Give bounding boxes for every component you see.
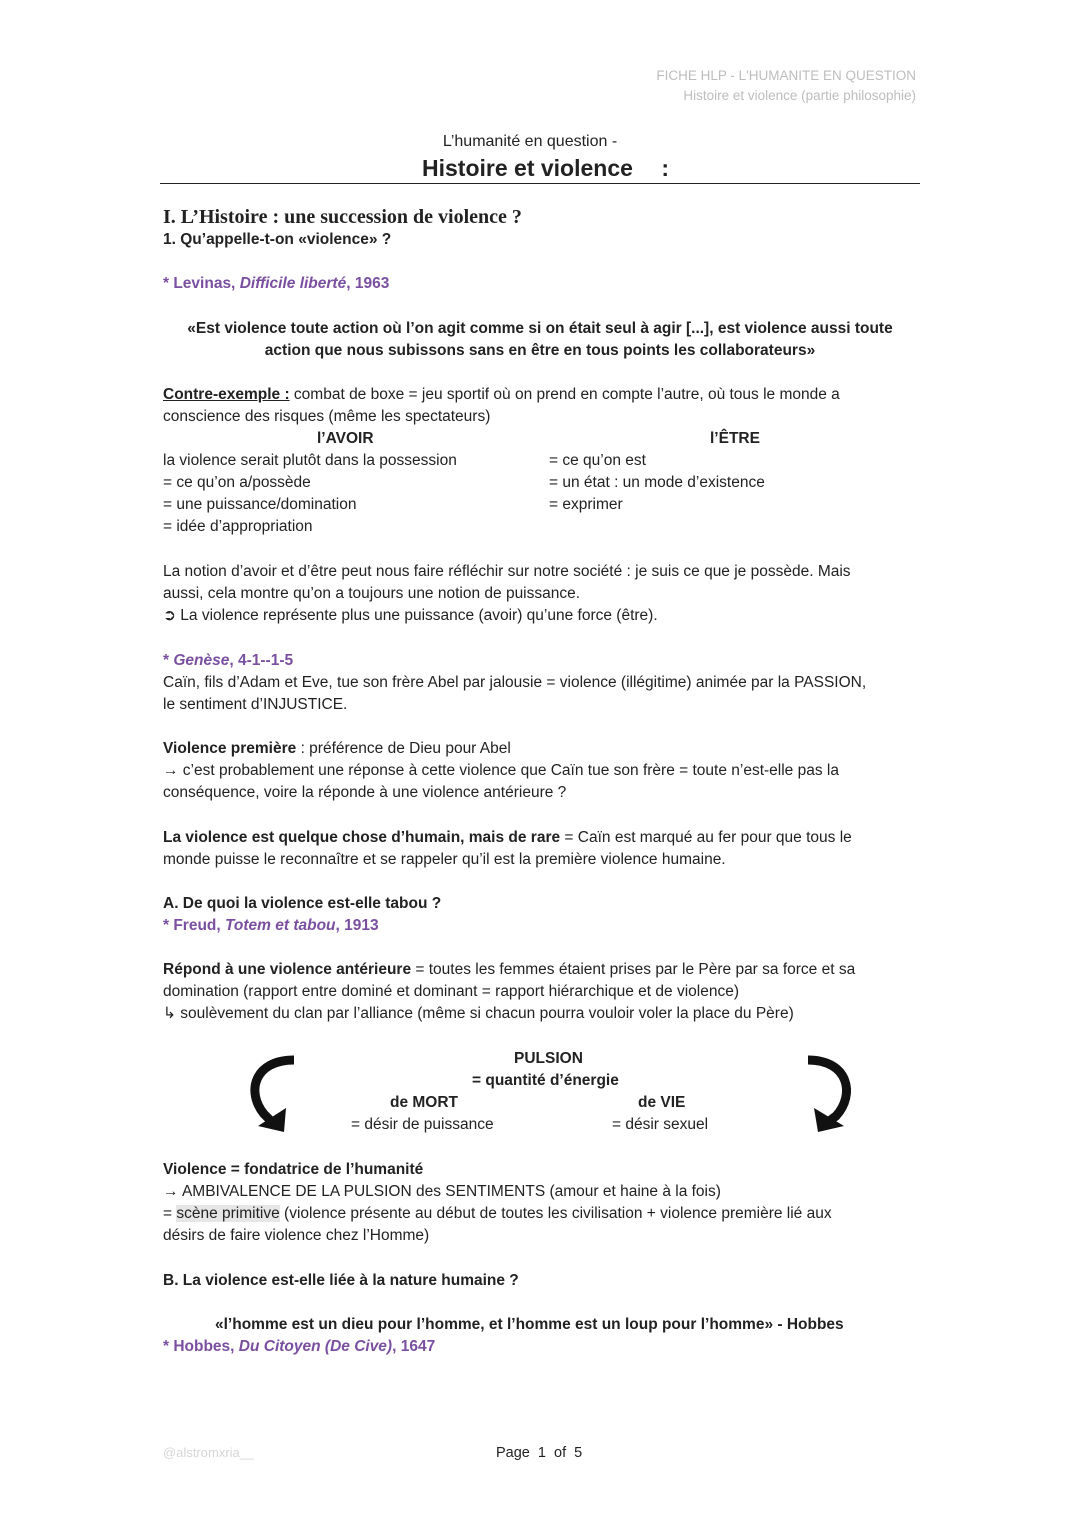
- contre-exemple-label: Contre-exemple :: [163, 386, 290, 403]
- section-title: I. L’Histoire : une succession de violence ?: [163, 206, 522, 228]
- page-label: Page: [496, 1445, 530, 1461]
- avoir-item: = une puissance/domination: [163, 496, 357, 513]
- curved-arrow-left-icon: [244, 1052, 300, 1134]
- title-subtitle: L’humanité en question -: [442, 133, 618, 150]
- subsection-1: 1. Qu’appelle-t-on «violence» ?: [163, 231, 392, 248]
- ref-genese-book: Genèse: [173, 652, 230, 669]
- fondatrice-label: Violence = fondatrice de l’humanité: [163, 1161, 424, 1178]
- humain-rare-2: monde puisse le reconnaître et se rappeler qu’il est la première violence humaine.: [163, 851, 726, 868]
- quote-levinas-2: action que nous subissons sans en être en tous points les collaborateurs»: [264, 342, 816, 359]
- corner-arrow-icon: ↳: [163, 1005, 176, 1022]
- ref-hobbes-year: , 1647: [392, 1338, 436, 1355]
- mort-text: = désir de puissance: [351, 1116, 494, 1133]
- repond-label: Répond à une violence antérieure: [163, 961, 412, 978]
- watermark: @alstromxria__: [163, 1445, 255, 1460]
- fondatrice-3: [163, 1203, 832, 1225]
- pulsion-title: PULSION: [514, 1050, 583, 1067]
- quote-hobbes: «l’homme est un dieu pour l’homme, et l’homme est un loup pour l’homme» - Hobbes: [215, 1316, 844, 1333]
- avoir-item: = ce qu’on a/possède: [163, 474, 311, 491]
- repond: [163, 959, 855, 981]
- fondatrice-4: désirs de faire violence chez l’Homme): [163, 1227, 430, 1244]
- repond-3: [163, 1003, 794, 1025]
- ref-levinas-book: Difficile liberté: [239, 275, 347, 292]
- page-title-colon: :: [661, 155, 669, 181]
- genese-line-2: le sentiment d’INJUSTICE.: [163, 696, 348, 713]
- header-line-2: Histoire et violence (partie philosophie): [683, 88, 916, 103]
- repond-2: domination (rapport entre dominé et dominant = rapport hiérarchique et de violence): [163, 983, 739, 1000]
- violence-premiere-text: : préférence de Dieu pour Abel: [296, 740, 511, 757]
- ref-genese: [163, 650, 293, 672]
- fondatrice-2: → AMBIVALENCE DE LA PULSION des SENTIMENTS (amour et haine à la fois): [163, 1183, 721, 1200]
- ref-hobbes-prefix: * Hobbes,: [163, 1338, 239, 1355]
- contre-exemple-2: conscience des risques (même les spectateurs): [163, 408, 491, 425]
- notion-line-1: La notion d’avoir et d’être peut nous faire réfléchir sur notre société : je suis ce que je possède. Mais: [163, 563, 851, 580]
- pulsion-sub: = quantité d’énergie: [472, 1072, 619, 1089]
- avoir-item: la violence serait plutôt dans la possession: [163, 452, 457, 469]
- notion-line-2: aussi, cela montre qu’on a toujours une notion de puissance.: [163, 585, 581, 602]
- ref-levinas: [163, 273, 389, 295]
- vie-text: = désir sexuel: [612, 1116, 709, 1133]
- contre-exemple-text: combat de boxe = jeu sportif où on prend en compte l’autre, où tous le monde a: [289, 386, 840, 403]
- repond-3-text: soulèvement du clan par l’alliance (même si chacun pourra vouloir voler la place du Père): [176, 1005, 794, 1022]
- curved-arrow-right-icon: [800, 1052, 860, 1134]
- violence-premiere-label: Violence première: [163, 740, 297, 757]
- fondatrice-3-post: (violence présente au début de toutes les civilisation + violence première lié aux: [279, 1205, 832, 1222]
- ref-levinas-prefix: * Levinas,: [163, 275, 240, 292]
- notion-line-3: [163, 605, 658, 627]
- ref-freud: [163, 915, 379, 937]
- page-title-text: Histoire et violence: [422, 155, 633, 181]
- avoir-heading: l’AVOIR: [317, 430, 374, 447]
- vie-heading: de VIE: [638, 1094, 686, 1111]
- page-current: 1: [537, 1445, 546, 1461]
- ref-levinas-year: , 1963: [346, 275, 390, 292]
- quote-levinas-1: «Est violence toute action où l’on agit comme si on était seul à agir [...], est violence aussi toute: [187, 320, 893, 337]
- repond-text: = toutes les femmes étaient prises par le Père par sa force et sa: [411, 961, 856, 978]
- humain-rare-label: La violence est quelque chose d’humain, mais de rare: [163, 829, 561, 846]
- title-rule: [160, 183, 920, 184]
- ref-genese-rest: , 4-1--1-5: [229, 652, 294, 669]
- arrow-icon: ➲: [163, 607, 176, 624]
- etre-item: = un état : un mode d’existence: [549, 474, 765, 491]
- ref-freud-year: , 1913: [335, 917, 379, 934]
- subsection-A: A. De quoi la violence est-elle tabou ?: [163, 895, 442, 912]
- etre-item: = ce qu’on est: [549, 452, 646, 469]
- fondatrice-3-pre: =: [163, 1205, 177, 1222]
- mort-heading: de MORT: [390, 1094, 459, 1111]
- notion-conclusion: La violence représente plus une puissance (avoir) qu’une force (être).: [176, 607, 658, 624]
- doc-header: [656, 66, 916, 106]
- contre-exemple: [163, 384, 840, 406]
- ref-freud-prefix: * Freud,: [163, 917, 226, 934]
- page-of: of: [554, 1445, 567, 1461]
- ref-hobbes-book: Du Citoyen (De Cive): [238, 1338, 393, 1355]
- violence-premiere-2: → c’est probablement une réponse à cette violence que Caïn tue son frère = toute n’est-elle pas la: [163, 762, 839, 779]
- humain-rare: [163, 827, 852, 849]
- violence-premiere-3: conséquence, voire la réponde à une violence antérieure ?: [163, 784, 567, 801]
- header-line-1: FICHE HLP - L'HUMANITE EN QUESTION: [656, 68, 916, 83]
- ref-freud-book: Totem et tabou: [225, 917, 336, 934]
- genese-line-1: Caïn, fils d’Adam et Eve, tue son frère Abel par jalousie = violence (illégitime) animée par la PASSION,: [163, 674, 867, 691]
- subsection-B: B. La violence est-elle liée à la nature humaine ?: [163, 1272, 519, 1289]
- violence-premiere: [163, 738, 511, 760]
- avoir-item: = idée d’appropriation: [163, 518, 313, 535]
- humain-rare-text: = Caïn est marqué au fer pour que tous le: [560, 829, 852, 846]
- page-total: 5: [574, 1445, 583, 1461]
- page-title: [422, 155, 669, 182]
- page-number: [496, 1442, 582, 1464]
- ref-genese-prefix: *: [163, 652, 174, 669]
- ref-hobbes: [163, 1336, 435, 1358]
- etre-item: = exprimer: [549, 496, 623, 513]
- etre-heading: l’ÊTRE: [710, 430, 760, 447]
- scene-primitive-highlight: scène primitive: [176, 1205, 280, 1222]
